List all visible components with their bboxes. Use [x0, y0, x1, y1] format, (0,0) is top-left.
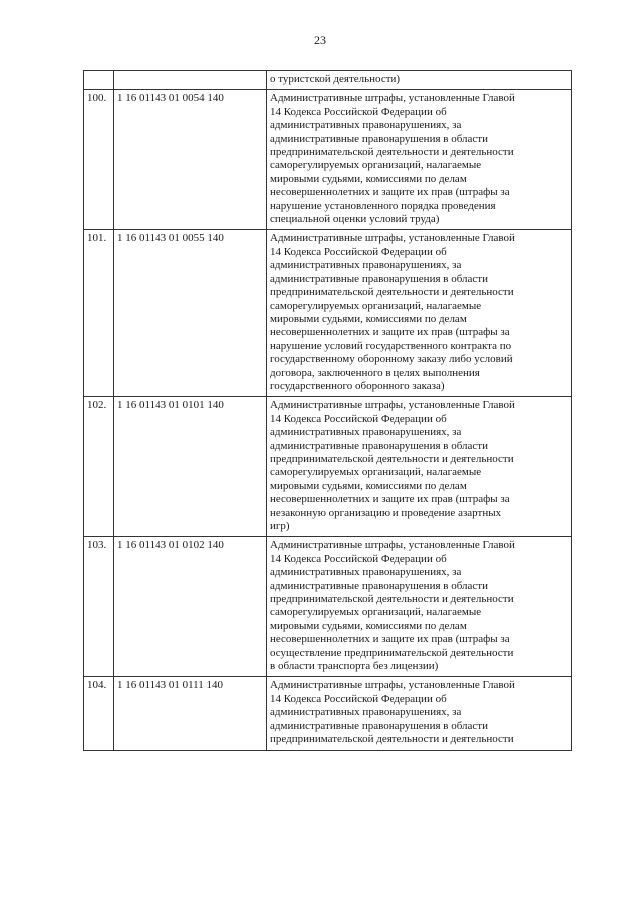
description-line: мировыми судьями, комиссиями по делам: [270, 619, 467, 632]
page-number: 23: [314, 33, 326, 47]
codes-table-body: [84, 71, 572, 751]
table-row: [84, 677, 572, 750]
description-line: незаконную организацию и проведение азартных: [270, 506, 502, 519]
table-row: [84, 397, 572, 537]
budget-code: 1 16 01143 01 0111 140: [114, 677, 267, 750]
row-number: 101.: [84, 230, 114, 397]
description-line: административные правонарушения в области: [270, 719, 488, 732]
description-line: административных правонарушениях, за: [270, 259, 462, 272]
description-line: предпринимательской деятельности и деятельности: [270, 733, 514, 746]
description-line: 14 Кодекса Российской Федерации об: [270, 412, 447, 425]
description-line: предпринимательской деятельности и деятельности: [270, 593, 514, 606]
budget-code: 1 16 01143 01 0054 140: [114, 90, 267, 230]
description-line: Административные штрафы, установленные Главой: [270, 232, 515, 245]
budget-code: [114, 71, 267, 90]
description-line: Административные штрафы, установленные Главой: [270, 679, 515, 692]
description-line: административные правонарушения в области: [270, 439, 488, 452]
description-line: саморегулируемых организаций, налагаемые: [270, 606, 482, 619]
table-row: [84, 230, 572, 397]
table-row: [84, 71, 572, 90]
row-number: 103.: [84, 537, 114, 677]
description-line: договора, заключенного в целях выполнения: [270, 366, 480, 379]
row-number: [84, 71, 114, 90]
code-description: [267, 71, 572, 90]
description-line: предпринимательской деятельности и деятельности: [270, 452, 514, 465]
description-line: Административные штрафы, установленные Главой: [270, 92, 515, 105]
code-description: [267, 677, 572, 750]
description-line: предпринимательской деятельности и деятельности: [270, 146, 514, 159]
description-line: мировыми судьями, комиссиями по делам: [270, 312, 467, 325]
row-number: 100.: [84, 90, 114, 230]
description-line: игр): [270, 520, 290, 532]
description-line: 14 Кодекса Российской Федерации об: [270, 552, 447, 565]
description-line: административные правонарушения в области: [270, 272, 488, 285]
description-line: административные правонарушения в области: [270, 132, 488, 145]
description-line: 14 Кодекса Российской Федерации об: [270, 245, 447, 258]
description-line: государственному оборонному заказу либо условий: [270, 353, 513, 366]
description-line: мировыми судьями, комиссиями по делам: [270, 172, 467, 185]
description-line: саморегулируемых организаций, налагаемые: [270, 299, 482, 312]
description-line: несовершеннолетних и защите их прав (штрафы за: [270, 186, 510, 199]
description-line: государственного оборонного заказа): [270, 379, 445, 392]
codes-table: [83, 70, 572, 751]
description-line: административные правонарушения в области: [270, 579, 488, 592]
table-row: [84, 537, 572, 677]
code-description: [267, 397, 572, 537]
description-line: мировыми судьями, комиссиями по делам: [270, 479, 467, 492]
row-number: 104.: [84, 677, 114, 750]
description-line: административных правонарушениях, за: [270, 426, 462, 439]
code-description: [267, 90, 572, 230]
description-line: несовершеннолетних и защите их прав (штрафы за: [270, 493, 510, 506]
table-row: [84, 90, 572, 230]
description-line: саморегулируемых организаций, налагаемые: [270, 159, 482, 172]
description-line: о туристской деятельности): [270, 73, 401, 85]
description-line: Административные штрафы, установленные Главой: [270, 539, 515, 552]
description-line: саморегулируемых организаций, налагаемые: [270, 466, 482, 479]
code-description: [267, 537, 572, 677]
code-description: [267, 230, 572, 397]
description-line: административных правонарушениях, за: [270, 706, 462, 719]
description-line: предпринимательской деятельности и деятельности: [270, 286, 514, 299]
description-line: нарушение установленного порядка проведения: [270, 199, 496, 212]
description-line: административных правонарушениях, за: [270, 119, 462, 132]
description-line: нарушение условий государственного контракта по: [270, 339, 512, 352]
budget-code: 1 16 01143 01 0055 140: [114, 230, 267, 397]
budget-code: 1 16 01143 01 0102 140: [114, 537, 267, 677]
description-line: в области транспорта без лицензии): [270, 660, 439, 673]
description-line: осуществление предпринимательской деятельности: [270, 646, 514, 659]
description-line: 14 Кодекса Российской Федерации об: [270, 692, 447, 705]
description-line: административных правонарушениях, за: [270, 566, 462, 579]
budget-code: 1 16 01143 01 0101 140: [114, 397, 267, 537]
description-line: несовершеннолетних и защите их прав (штрафы за: [270, 326, 510, 339]
row-number: 102.: [84, 397, 114, 537]
description-line: Административные штрафы, установленные Главой: [270, 399, 515, 412]
description-line: 14 Кодекса Российской Федерации об: [270, 105, 447, 118]
description-line: несовершеннолетних и защите их прав (штрафы за: [270, 633, 510, 646]
description-line: специальной оценки условий труда): [270, 213, 440, 226]
